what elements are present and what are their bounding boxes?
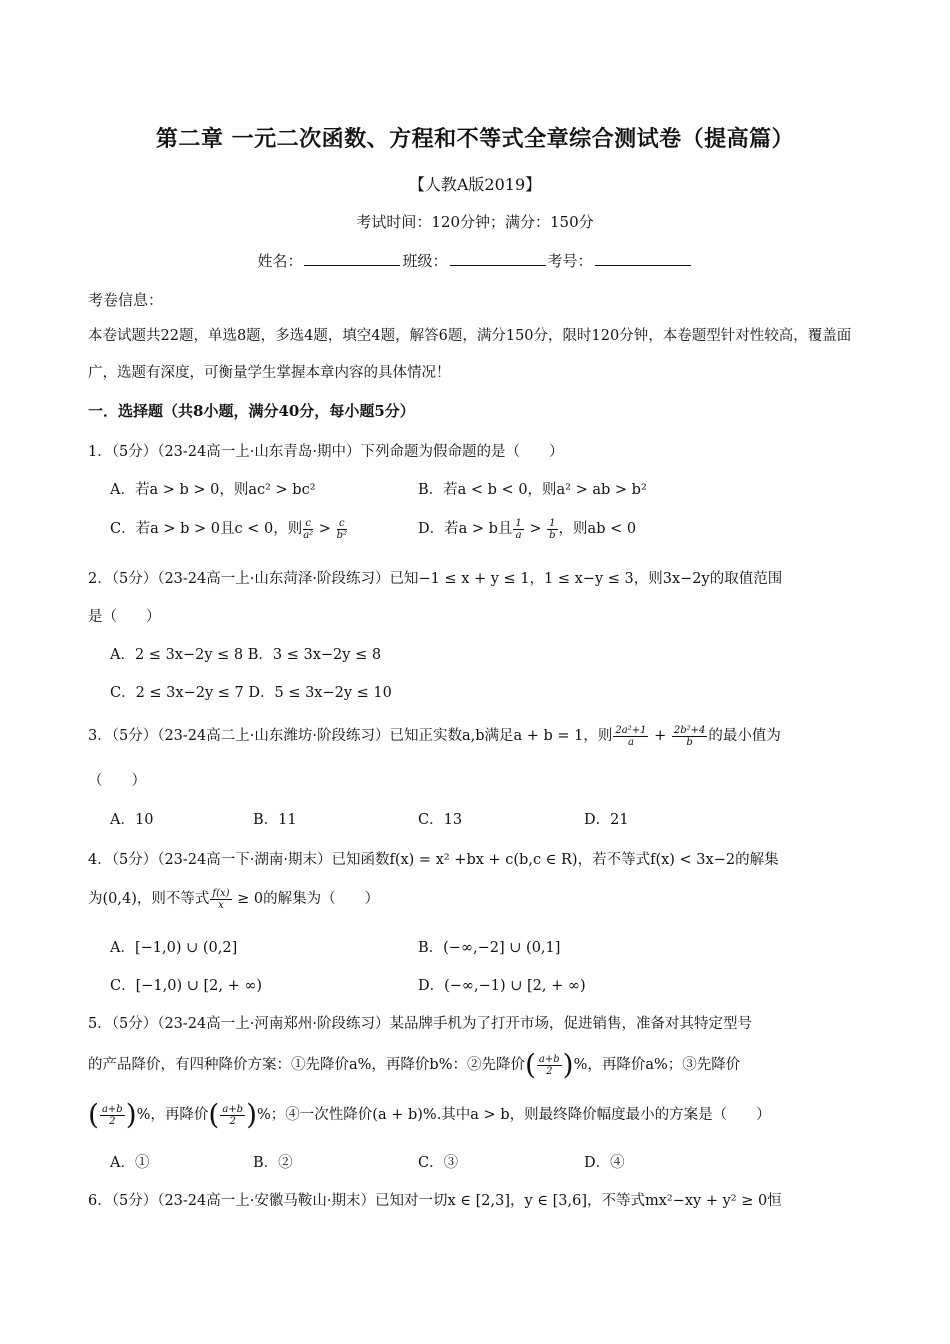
denominator: b bbox=[686, 736, 693, 748]
denominator: a bbox=[515, 529, 522, 541]
question-6-stem: 6．（5分）（23-24高一上·安徽马鞍山·期末）已知对一切x ∈ [2,3]，y ∈ [3,6]，不等式mx²−xy + y² ≥ 0恒 bbox=[88, 1193, 782, 1209]
exam-time: 考试时间：120分钟；满分：150分 bbox=[356, 213, 594, 231]
question-3-option-c[interactable]: C．13 bbox=[418, 812, 463, 828]
question-3-stem bbox=[88, 724, 781, 748]
question-1-option-b[interactable]: B．若a < b < 0，则a² > ab > b² bbox=[418, 482, 647, 498]
question-3-stem-cont: （ ） bbox=[88, 773, 146, 789]
denominator: x bbox=[218, 899, 224, 911]
question-2-options-ab[interactable]: A．2 ≤ 3x−2y ≤ 8 B．3 ≤ 3x−2y ≤ 8 bbox=[110, 647, 382, 663]
fraction bbox=[613, 725, 648, 748]
class-blank[interactable] bbox=[450, 251, 546, 266]
option-d-tail: ，则ab < 0 bbox=[558, 521, 637, 537]
question-4-option-b[interactable]: B．(−∞,−2] ∪ (0,1] bbox=[418, 940, 561, 956]
question-1-option-a[interactable]: A．若a > b > 0，则ac² > bc² bbox=[110, 482, 316, 498]
info-body: 本卷试题共22题，单选8题，多选4题，填空4题，解答6题，满分150分，限时120分钟，本卷题型针对性较高，覆盖面广，选题有深度，可衡量学生掌握本章内容的具体情况！ bbox=[88, 328, 852, 381]
question-4-option-d[interactable]: D．(−∞,−1) ∪ [2, + ∞) bbox=[418, 978, 586, 994]
numerator: c bbox=[305, 517, 311, 529]
question-3-option-d[interactable]: D．21 bbox=[584, 812, 629, 828]
question-4-option-a[interactable]: A．[−1,0) ∪ (0,2] bbox=[110, 940, 238, 956]
student-info-line bbox=[0, 250, 950, 271]
plus-sign: + bbox=[649, 728, 671, 744]
class-label: 班级： bbox=[402, 252, 448, 270]
info-heading: 考卷信息： bbox=[88, 291, 164, 309]
numerator: f(x) bbox=[212, 887, 230, 899]
question-4-option-c[interactable]: C．[−1,0) ∪ [2, + ∞) bbox=[110, 978, 263, 994]
question-5-option-b[interactable]: B．② bbox=[253, 1155, 293, 1171]
fraction bbox=[220, 1104, 245, 1127]
denominator: 2 bbox=[109, 1115, 116, 1127]
question-5-stem-cont-2: ( $\frac{a+b}{2}$ )%，再降价( $\frac{a+b}{2}$ )%；④一次性降价(a + b)%.其中a > b，则最终降价幅度最小的方案是（ ） bbox=[88, 1098, 771, 1131]
section-heading: 一．选择题（共8小题，满分40分，每小题5分） bbox=[88, 402, 415, 420]
id-blank[interactable] bbox=[595, 251, 691, 266]
question-5-stem: 5．（5分）（23-24高一上·河南郑州·阶段练习）某品牌手机为了打开市场，促进销售，准备对其特定型号 bbox=[88, 1016, 752, 1032]
question-5-option-d[interactable]: D．④ bbox=[584, 1155, 625, 1171]
question-3-option-a[interactable]: A．10 bbox=[110, 812, 154, 828]
stem-tail: %；④一次性降价(a + b)%.其中a > b，则最终降价幅度最小的方案是（ ） bbox=[257, 1107, 771, 1123]
fraction bbox=[547, 518, 557, 541]
question-2-stem: 2．（5分）（23-24高一上·山东菏泽·阶段练习）已知−1 ≤ x + y ≤ 1，1 ≤ x−y ≤ 3，则3x−2y的取值范围 bbox=[88, 571, 783, 587]
fraction bbox=[303, 518, 313, 541]
question-1-option-d[interactable] bbox=[418, 517, 636, 541]
fraction bbox=[672, 725, 708, 748]
question-1-option-c[interactable] bbox=[110, 517, 348, 541]
fraction bbox=[337, 518, 347, 541]
page-title: 第二章 一元二次函数、方程和不等式全章综合测试卷（提高篇） bbox=[155, 126, 795, 152]
stem-text: 3．（5分）（23-24高二上·山东潍坊·阶段练习）已知正实数a,b满足a + b = 1，则 bbox=[88, 728, 613, 744]
fraction bbox=[513, 518, 523, 541]
fraction bbox=[210, 888, 231, 911]
question-4-stem: 4．（5分）（23-24高一下·湖南·期末）已知函数f(x) = x² +bx + c(b,c ∈ R)，若不等式f(x) < 3x−2的解集 bbox=[88, 852, 779, 868]
stem-text: 为(0,4)，则不等式 bbox=[88, 891, 210, 907]
fraction bbox=[537, 1054, 562, 1077]
numerator: a+b bbox=[101, 1103, 123, 1115]
question-5-option-c[interactable]: C．③ bbox=[418, 1155, 459, 1171]
denominator: b² bbox=[336, 529, 347, 541]
comparison: > bbox=[524, 521, 547, 537]
fraction bbox=[100, 1104, 125, 1127]
id-label: 考号： bbox=[547, 252, 593, 270]
edition-label: 【人教A版2019】 bbox=[408, 175, 542, 194]
name-label: 姓名： bbox=[257, 252, 303, 270]
question-2-options-cd[interactable]: C．2 ≤ 3x−2y ≤ 7 D．5 ≤ 3x−2y ≤ 10 bbox=[110, 685, 392, 701]
denominator: a² bbox=[303, 529, 314, 541]
stem-text: 的产品降价，有四种降价方案：①先降价a%，再降价b%：②先降价 bbox=[88, 1057, 525, 1073]
stem-tail: %，再降价a%；③先降价 bbox=[573, 1057, 741, 1073]
question-5-option-a[interactable]: A．① bbox=[110, 1155, 150, 1171]
numerator: 2b²+4 bbox=[673, 724, 706, 736]
numerator: 1 bbox=[549, 517, 556, 529]
numerator: c bbox=[338, 517, 345, 529]
numerator: a+b bbox=[222, 1103, 244, 1115]
numerator: a+b bbox=[538, 1053, 560, 1065]
option-d-text: D．若a > b且 bbox=[418, 521, 513, 537]
stem-text: %，再降价 bbox=[136, 1107, 209, 1123]
stem-tail: ≥ 0的解集为（ ） bbox=[232, 891, 380, 907]
comparison: > bbox=[314, 521, 336, 537]
numerator: 2a²+1 bbox=[615, 724, 647, 736]
denominator: 2 bbox=[229, 1115, 236, 1127]
question-2-stem-cont: 是（ ） bbox=[88, 609, 161, 625]
numerator: 1 bbox=[515, 517, 522, 529]
stem-tail: 的最小值为 bbox=[708, 728, 781, 744]
question-5-stem-cont: 的产品降价，有四种降价方案：①先降价a%，再降价b%：②先降价( $\frac{a+b}{2}$ )%，再降价a%；③先降价 bbox=[88, 1048, 741, 1081]
denominator: 2 bbox=[546, 1065, 553, 1077]
question-3-option-b[interactable]: B．11 bbox=[253, 812, 297, 828]
question-4-stem-cont bbox=[88, 887, 379, 911]
name-blank[interactable] bbox=[304, 251, 400, 266]
option-c-text: C．若a > b > 0且c < 0，则 bbox=[110, 521, 303, 537]
question-1-stem: 1．（5分）（23-24高一上·山东青岛·期中）下列命题为假命题的是（ ） bbox=[88, 444, 564, 460]
denominator: b bbox=[549, 529, 556, 541]
denominator: a bbox=[627, 736, 634, 748]
